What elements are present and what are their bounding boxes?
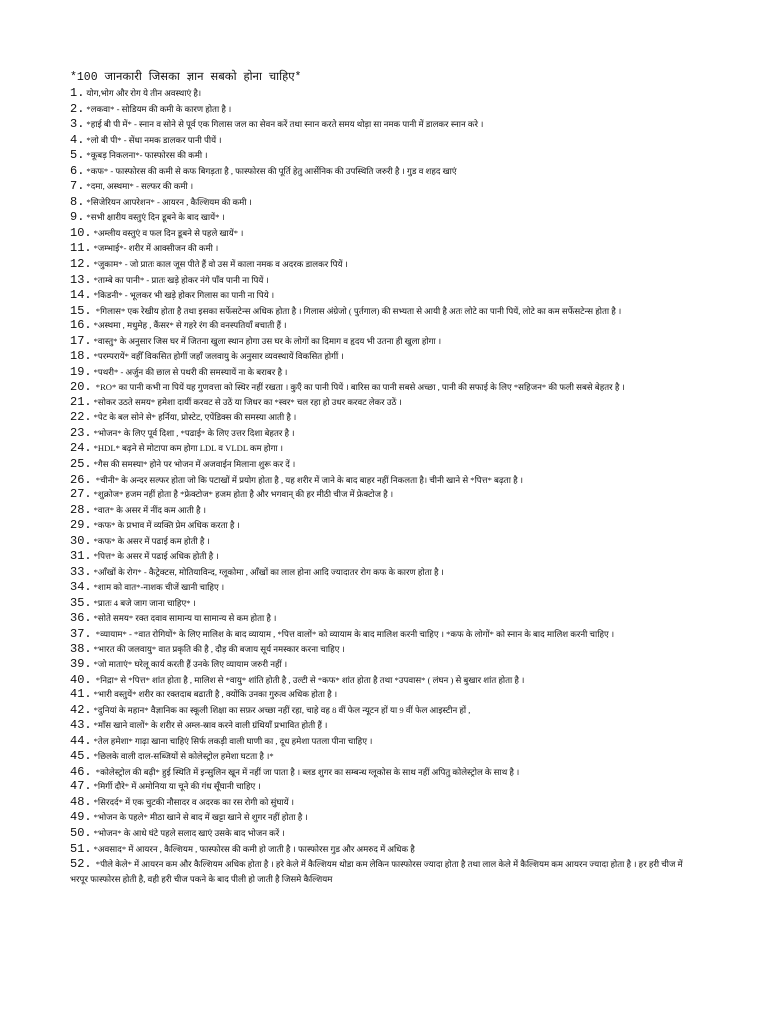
item-number: 2. bbox=[70, 101, 85, 116]
item-number: 16. bbox=[70, 318, 92, 333]
list-item bbox=[70, 257, 698, 273]
item-text: *मिर्गी दौरे* में अमोनिया या चूने की गंध सूँघानी चाहिए । bbox=[93, 781, 261, 792]
item-text: *सिरदर्द* में एक चुटकी नौसादर व अदरक का रस रोगी को सुंघायें । bbox=[93, 796, 295, 807]
item-number: 44. bbox=[70, 733, 92, 748]
item-text: *अवसाद* में आयरन , कैल्शियम , फास्फोरस की कमी हो जाती है । फास्फोरस गुड और अमरुद में अधिक है bbox=[93, 843, 415, 854]
list-item bbox=[70, 241, 698, 257]
item-number: 37. bbox=[70, 627, 92, 641]
item-text: *शाम को वात*-नाशक चीजें खानी चाहिए । bbox=[93, 582, 225, 593]
item-number: 42. bbox=[70, 702, 92, 717]
document-page bbox=[70, 69, 698, 886]
item-text: *चीनी* के अन्दर सल्फर होता जो कि पटाखों में प्रयोग होता है , यह शरीर में जाने के बाद बाहर नहीं निकलता है। चीनी खाने से *पित्त* बढ़ता है । bbox=[95, 474, 524, 485]
item-text: *HDL* बढ़ने से मोटापा कम होगा LDL व VLDL कम होगा । bbox=[93, 443, 284, 454]
list-item bbox=[70, 549, 698, 565]
list-item bbox=[70, 795, 698, 811]
list-item bbox=[70, 673, 698, 688]
item-text: *दुनियां के महान* वैज्ञानिक का स्कूली शिक्षा का सफ़र अच्छा नहीं रहा, चाहे वह 8 वीं फेल न्यूटन हों या 9 वीं फेल आइस्टीन हों , bbox=[93, 704, 471, 715]
list-item bbox=[70, 426, 698, 442]
item-number: 21. bbox=[70, 394, 92, 409]
item-number: 28. bbox=[70, 502, 92, 517]
item-number: 52. bbox=[70, 857, 92, 872]
item-text: *निद्रा* से *पित्त* शांत होता है , मालिश से *वायु* शांति होती है , उल्टी से *कफ* शांत होता है तथा *उपवास* ( लंघन ) से बुखार शांत होता है । bbox=[95, 674, 525, 685]
item-text: *पेट के बल सोने से* हर्निया, प्रोस्टेट, एपेंडिक्स की समस्या आती है । bbox=[93, 412, 297, 423]
item-text: *छिलके वाली दाल-सब्जियों से कोलेस्ट्रोल हमेशा घटता है ।* bbox=[93, 751, 274, 762]
item-text: *सिजेरियन आपरेशन* - आयरन , कैल्शियम की कमी । bbox=[86, 196, 252, 207]
item-number: 33. bbox=[70, 564, 92, 579]
list-item bbox=[70, 749, 698, 765]
list-item bbox=[70, 226, 698, 242]
item-text: *जम्भाई*- शरीर में आक्सीजन की कमी । bbox=[93, 243, 219, 254]
item-text: *अम्लीय वस्तुएं व फल दिन डूबने से पहले खायें* । bbox=[93, 227, 244, 238]
item-number: 24. bbox=[70, 441, 92, 456]
list-item bbox=[70, 826, 698, 842]
list-item bbox=[70, 164, 698, 180]
item-number: 19. bbox=[70, 364, 92, 379]
list-item bbox=[70, 642, 698, 658]
item-number: 50. bbox=[70, 825, 92, 840]
item-number: 48. bbox=[70, 794, 92, 809]
item-text: *पित्त* के असर में पढाई अधिक होती है । bbox=[93, 551, 219, 562]
list-item bbox=[70, 195, 698, 211]
item-text: *सोकर उठते समय* हमेशा दायीं करवट से उठें या जिधर का *स्वर* चल रहा हो उधर करवट लेकर उठें । bbox=[93, 396, 402, 407]
list-item bbox=[70, 441, 698, 457]
list-item bbox=[70, 534, 698, 550]
list-item bbox=[70, 318, 698, 334]
item-number: 25. bbox=[70, 457, 92, 472]
item-text: *कफ* - फास्फोरस की कमी से कफ बिगड़ता है , फास्फोरस की पूर्ति हेतु आर्सेनिक की उपस्थिति जरुरी है । गुड व शहद खाएं bbox=[86, 165, 457, 176]
item-text: *वास्तु* के अनुसार जिस घर में जितना खुला स्थान होगा उस घर के लोगों का दिमाग व हृदय भी उतना ही खुला होगा । bbox=[93, 335, 442, 346]
list-item bbox=[70, 210, 698, 226]
item-number: 3. bbox=[70, 117, 85, 132]
item-number: 12. bbox=[70, 257, 92, 272]
item-number: 20. bbox=[70, 380, 92, 395]
item-text: *पथरी* - अर्जुन की छाल से पथरी की समस्यायें ना के बराबर है । bbox=[93, 366, 288, 377]
item-text: *भोजन के पहले* मीठा खाने से बाद में खट्टा खाने से शुगर नहीं होता है । bbox=[93, 812, 308, 823]
item-number: 27. bbox=[70, 487, 92, 502]
list-item bbox=[70, 365, 698, 381]
list-item bbox=[70, 565, 698, 581]
item-text: *भोजन* के लिए पूर्व दिशा , *पढाई* के लिए उत्तर दिशा बेहतर है । bbox=[93, 427, 295, 438]
item-number: 23. bbox=[70, 425, 92, 440]
item-text: *तेल हमेशा* गाढ़ा खाना चाहिएं सिर्फ लकड़ी वाली घाणी का , दूध हमेशा पतला पीना चाहिए । bbox=[93, 735, 373, 746]
list-item bbox=[70, 349, 698, 365]
list-item bbox=[70, 380, 698, 395]
item-text: *परम्परायें* वहीँ विकसित होगीं जहाँ जलवायु के अनुसार व्यवस्थायें विकसित होगीं । bbox=[93, 351, 344, 362]
item-number: 46. bbox=[70, 764, 92, 779]
item-number: 51. bbox=[70, 841, 92, 856]
item-text: *लकवा* - सोडियम की कमी के कारण होता है । bbox=[86, 103, 232, 114]
item-number: 9. bbox=[70, 210, 85, 225]
item-number: 11. bbox=[70, 241, 92, 256]
list-item bbox=[70, 457, 698, 473]
item-list bbox=[70, 86, 698, 886]
item-number: 15. bbox=[70, 303, 92, 318]
item-number: 18. bbox=[70, 349, 92, 364]
item-number: 8. bbox=[70, 194, 85, 209]
item-text: *गिलास* एक रेखीय होता है तथा इसका सर्फेसटेन्स अधिक होता है । गिलास अंग्रेजो ( पुर्तगाल) की सभ्यता से आयी है अतः लोटे का पानी पियें, लोटे का कम सर्फेसटेन्स होता है । bbox=[95, 305, 622, 316]
list-item bbox=[70, 611, 698, 627]
item-number: 34. bbox=[70, 580, 92, 595]
item-text: *हाई बी पी में* - स्नान व सोने से पूर्व एक गिलास जल का सेवन करें तथा स्नान करते समय थोड़ा सा नमक पानी में डालकर स्नान करे । bbox=[86, 119, 484, 130]
list-item bbox=[70, 86, 698, 102]
item-number: 4. bbox=[70, 132, 85, 147]
item-number: 29. bbox=[70, 518, 92, 533]
item-text: *माँस खाने वालों* के शरीर से अम्ल-स्राव करने वाली ग्रंथियाँ प्रभावित होती हैं । bbox=[93, 720, 328, 731]
list-item bbox=[70, 273, 698, 289]
item-number: 14. bbox=[70, 288, 92, 303]
list-item bbox=[70, 687, 698, 703]
list-item bbox=[70, 703, 698, 719]
list-item bbox=[70, 734, 698, 750]
item-number: 6. bbox=[70, 163, 85, 178]
list-item bbox=[70, 518, 698, 534]
item-number: 7. bbox=[70, 179, 85, 194]
item-number: 43. bbox=[70, 718, 92, 733]
item-text: *अस्थमा , मधुमेह , कैंसर* से गहरे रंग की वनस्पतियाँ बचाती हैं । bbox=[93, 320, 287, 331]
list-item bbox=[70, 334, 698, 350]
item-text: *शुक्रोज* हजम नहीं होता है *फ्रेक्टोज* हजम होता है और भगवान् की हर मीठी चीज में फ्रेक्टोज है । bbox=[93, 489, 394, 500]
item-number: 1. bbox=[70, 86, 85, 100]
item-text: *व्यायाम* - *वात रोगियों* के लिए मालिश के बाद व्यायाम , *पित्त वालों* को व्यायाम के बाद मालिश करनी चाहिए । *कफ के लोगों* को स्नान के बाद मालिश करनी चाहिए । bbox=[95, 629, 615, 639]
list-item bbox=[70, 487, 698, 503]
item-number: 41. bbox=[70, 687, 92, 702]
list-item bbox=[70, 857, 698, 886]
item-text: *भारत की जलवायु* वात प्रकृति की है , दौड़ की बजाय सूर्य नमस्कार करना चाहिए । bbox=[93, 643, 345, 654]
item-number: 26. bbox=[70, 472, 92, 487]
item-text: *दमा, अस्थमा* - सल्फर की कमी । bbox=[86, 181, 194, 192]
item-text: *भोजन* के आधे घंटे पहले सलाद खाएं उसके बाद भोजन करें । bbox=[93, 827, 285, 838]
list-item bbox=[70, 503, 698, 519]
item-text: *कूबड़ निकलना*- फास्फोरस की कमी । bbox=[86, 150, 208, 161]
item-number: 38. bbox=[70, 641, 92, 656]
item-text: *पीले केले* में आयरन कम और कैल्शियम अधिक होता है । हरे केले में कैल्शियम थोडा कम लेकिन फास्फोरस ज्यादा होता है तथा लाल केले में कैल्शियम कम आयरन ज्यादा होता है । हर हरी चीज में भरपूर फास्फोरस होती है, वही हरी चीज पकने के बाद पीली हो जाती है जिसमे कैल्शियम bbox=[70, 859, 683, 884]
item-text: *किडनी* - भूलकर भी खड़े होकर गिलास का पानी ना पिये । bbox=[93, 290, 275, 301]
list-item bbox=[70, 779, 698, 795]
item-number: 35. bbox=[70, 595, 92, 610]
list-item bbox=[70, 304, 698, 319]
item-text: योग,भोग और रोग ये तीन अवस्थाएं है। bbox=[86, 88, 202, 98]
list-item bbox=[70, 596, 698, 612]
item-text: *सभी क्षारीय वस्तुएं दिन डूबने के बाद खायें* । bbox=[86, 212, 225, 223]
item-text: *प्रातः 4 बजे जाग जाना चाहिए* । bbox=[93, 597, 196, 608]
list-item bbox=[70, 718, 698, 734]
item-text: *कोलेस्ट्रोल की बढ़ी* हुई स्थिति में इन्सुलिन खून में नहीं जा पाता है । ब्लड शुगर का सम्बन्ध ग्लूकोस के साथ नहीं अपितु कोलेस्ट्रोल के साथ है । bbox=[95, 766, 520, 777]
document-title: *100 जानकारी जिसका ज्ञान सबको होना चाहिए* bbox=[70, 71, 302, 84]
item-number: 13. bbox=[70, 272, 92, 287]
item-number: 10. bbox=[70, 225, 92, 240]
item-number: 17. bbox=[70, 333, 92, 348]
item-text: *सोते समय* रक्त दवाव सामान्य या सामान्य से कम होता है । bbox=[93, 613, 277, 624]
list-item bbox=[70, 395, 698, 411]
list-item bbox=[70, 842, 698, 858]
list-item bbox=[70, 657, 698, 673]
list-item bbox=[70, 410, 698, 426]
item-text: *वात* के असर में नींद कम आती है । bbox=[93, 504, 206, 515]
list-item bbox=[70, 117, 698, 133]
item-text: *जुकाम* - जो प्रातः काल जूस पीते हैं वो उस में काला नमक व अदरक डालकर पियें । bbox=[93, 259, 348, 270]
item-number: 30. bbox=[70, 533, 92, 548]
list-item bbox=[70, 810, 698, 826]
item-text: *ताम्बे का पानी* - प्रातः खड़े होकर नंगे पाँव पानी ना पियें । bbox=[93, 274, 269, 285]
list-item bbox=[70, 473, 698, 488]
item-number: 5. bbox=[70, 148, 85, 163]
item-text: *जो माताएं* घरेलू कार्य करती हैं उनके लिए व्यायाम जरुरी नहीं । bbox=[93, 659, 288, 670]
item-number: 39. bbox=[70, 657, 92, 672]
list-item bbox=[70, 765, 698, 780]
item-number: 45. bbox=[70, 749, 92, 764]
item-number: 31. bbox=[70, 549, 92, 564]
list-item bbox=[70, 627, 698, 642]
list-item bbox=[70, 288, 698, 304]
item-number: 47. bbox=[70, 779, 92, 794]
item-text: *कफ* के असर में पढाई कम होती है । bbox=[93, 535, 210, 546]
list-item bbox=[70, 133, 698, 149]
item-number: 22. bbox=[70, 410, 92, 425]
item-number: 36. bbox=[70, 611, 92, 626]
item-text: *RO* का पानी कभी ना पियें यह गुणवत्ता को स्थिर नहीं रखता । कुएँ का पानी पियें । बारिस का पानी सबसे अच्छा , पानी की सफाई के लिए *सहिजन* की फली सबसे बेहतर है । bbox=[95, 382, 625, 393]
item-number: 49. bbox=[70, 810, 92, 825]
item-number: 40. bbox=[70, 672, 92, 687]
list-item bbox=[70, 102, 698, 118]
item-text: *आँखों के रोग* - कैट्रेक्टस, मोतियाविन्द, ग्लूकोमा , आँखों का लाल होना आदि ज्यादातर रोग कफ के कारण होता है । bbox=[93, 566, 444, 577]
list-item bbox=[70, 148, 698, 164]
item-text: *गैस की समस्या* होने पर भोजन में अजवाईन मिलाना शुरू कर दें । bbox=[93, 459, 296, 470]
list-item bbox=[70, 179, 698, 195]
item-text: *कफ* के प्रभाव में व्यक्ति प्रेम अधिक करता है । bbox=[93, 520, 240, 531]
item-text: *भारी वस्तुयें* शरीर का रक्तदाब बढाती है , क्योंकि उनका गुरुत्व अधिक होता है । bbox=[93, 689, 338, 700]
list-item bbox=[70, 580, 698, 596]
item-text: *लो बी पी* - सेंधा नमक डालकर पानी पीयें । bbox=[86, 134, 222, 145]
